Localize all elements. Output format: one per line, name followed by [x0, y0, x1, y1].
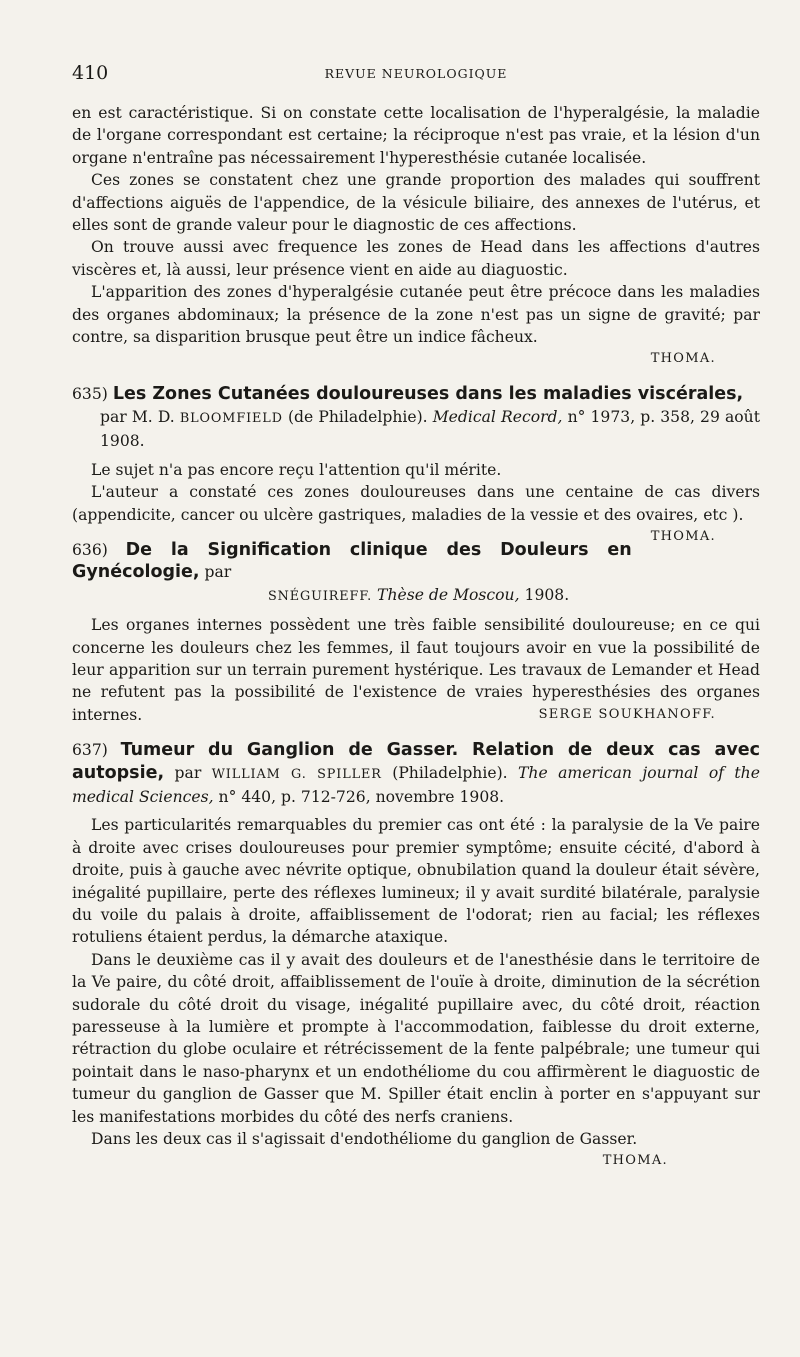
entry-paragraph-text: Les organes internes possèdent une très faible sensibilité douloureuse; en ce qui concerne les douleurs chez les femmes, il faut toujours avoir en vue la possibilité de leur apparition sur un terrain purement hystérique. Les travaux de Lemander et Head ne refutent pas la possibilité de l'existence de vraies hyperesthésies des organes internes. [72, 616, 760, 724]
entry-author: WILLIAM G. SPILLER [211, 766, 382, 782]
entry-paragraph: Les particularités remarquables du premier cas ont été : la paralysie de la Ve paire à droite avec crises douloureuses pour premier symptôme; ensuite cécité, d'abord à droite, puis à gauche avec névrite optique, obnubilation quand la douleur était sévère, inégalité pupillaire, perte des réflexes lumineux; il y avait surdité bilatérale, paralysie du voile du palais à droite, affaiblissement de l'odorat; rien au facial; les réflexes rotuliens étaient perdus, la démarche ataxique. [72, 816, 760, 947]
intro-paragraph: Ces zones se constatent chez une grande proportion des malades qui souffrent d'affections aiguës de l'appendice, de la vésicule biliaire, des annexes de l'utérus, et elles sont de grande valeur pour le diagnostic de ces affections. [72, 171, 760, 235]
byline-prefix: par [174, 763, 202, 782]
entry-heading [72, 539, 760, 608]
entry-citation [72, 406, 760, 453]
entry-citation [72, 584, 760, 608]
entry-paragraph: Dans les deux cas il s'agissait d'endothéliome du ganglion de Gasser. [91, 1130, 638, 1149]
entry-source: Medical Record, [432, 407, 563, 426]
entry-title: Tumeur du Ganglion de Gasser. Relation de deux cas avec autopsie, [72, 740, 760, 783]
page-header [72, 62, 760, 88]
intro-signature: THOMA. [650, 351, 716, 367]
byline-prefix: par [204, 563, 232, 582]
entry-source: The american journal of the medical Sciences, [72, 763, 760, 806]
abstract-entry-637 [72, 739, 760, 1172]
entry-number: 637) [72, 741, 108, 760]
byline-location: (de Philadelphie). [287, 407, 428, 426]
entry-source: Thèse de Moscou, [377, 585, 520, 604]
running-title: REVUE NEUROLOGIQUE [324, 66, 508, 81]
entry-title: Les Zones Cutanées douloureuses dans les maladies viscérales, [112, 384, 744, 405]
page-number: 410 [72, 62, 109, 84]
abstract-entry-636 [72, 539, 760, 726]
entry-signature: THOMA. [602, 1153, 668, 1169]
intro-section [72, 102, 760, 370]
abstract-entry-635 [72, 383, 760, 544]
entry-heading [72, 383, 760, 452]
byline-prefix: par M. D. [100, 407, 175, 426]
entry-author: BLOOMFIELD [179, 410, 283, 426]
entry-details: 1908. [524, 585, 570, 604]
entry-paragraph: Le sujet n'a pas encore reçu l'attention qu'il mérite. [91, 460, 502, 479]
intro-paragraph: On trouve aussi avec frequence les zones de Head dans les affections d'autres viscères et, là aussi, leur présence vient en aide au diaguostic. [72, 238, 760, 279]
entry-paragraph-text: L'auteur a constaté ces zones douloureuses dans une centaine de cas divers (appendicite, cancer ou ulcère gastriques, maladies de la vessie et des ovaires, etc ). [72, 483, 760, 524]
entry-number: 635) [72, 385, 108, 404]
byline-location: (Philadelphie). [392, 763, 508, 782]
entry-paragraph [72, 481, 760, 544]
intro-paragraph: en est caractéristique. Si on constate cette localisation de l'hyperalgésie, la maladie de l'organe correspondant est certaine; la réciproque n'est pas vraie, et la lésion d'un organe n'entraîne pas nécessairement l'hyperesthésie cutanée localisée. [72, 104, 760, 167]
entry-signature: SERGE SOUKHANOFF. [538, 706, 716, 722]
entry-author: SNÉGUIREFF. [268, 588, 373, 604]
entry-title: De la Signification clinique des Douleurs en Gynécologie, [72, 539, 632, 583]
entry-paragraph [72, 614, 760, 726]
entry-signature: THOMA. [650, 528, 716, 544]
entry-paragraph: Dans le deuxième cas il y avait des douleurs et de l'anesthésie dans le territoire de la Ve paire, du côté droit, affaiblissement de l'ouïe à droite, diminution de la sécrétion sudorale du côté droit du visage, inégalité pupillaire avec, du côté droit, réaction paresseuse à la lumière et prompte à l'accommodation, faiblesse du droit externe, rétraction du globe oculaire et rétrécissement de la fente palpébrale; une tumeur qui pointait dans le naso-pharynx et un endothéliome du cou affirmèrent le diaguostic de tumeur du ganglion de Gasser que M. Spiller était enclin à porter en s'appuyant sur les manifestations morbides du côté des nerfs craniens. [72, 950, 760, 1126]
intro-paragraph: L'apparition des zones d'hyperalgésie cutanée peut être précoce dans les maladies des organes abdominaux; la présence de la zone n'est pas un signe de gravité; par contre, sa disparition brusque peut être un indice fâcheux. [72, 283, 760, 347]
entry-details: n° 1973, p. 358, 29 août 1908. [100, 407, 760, 451]
entry-heading [72, 739, 760, 808]
entry-number: 636) [72, 540, 108, 559]
entry-details: n° 440, p. 712-726, novembre 1908. [218, 787, 505, 806]
